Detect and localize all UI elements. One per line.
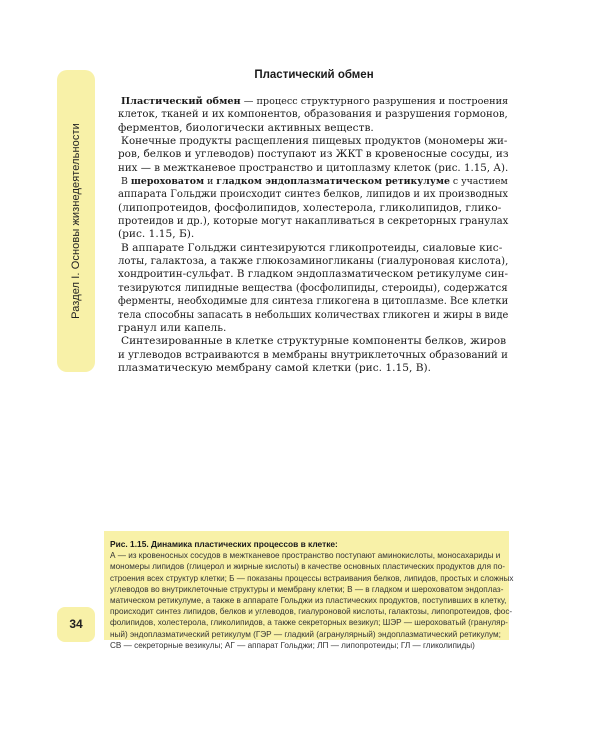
body-text bbox=[118, 95, 510, 375]
paragraph-1 bbox=[118, 95, 510, 135]
text-line: — процесс структурного разрушения и построения bbox=[240, 96, 509, 107]
text-line: Синтезированные в клетке структурные компоненты белков, жиров bbox=[121, 335, 507, 348]
section-title: Пластический обмен bbox=[254, 69, 374, 81]
caption-line: ный) эндоплазматический ретикулум (ГЭР — гладкий (агранулярный) эндоплазматический ретикулум; bbox=[110, 629, 501, 639]
paragraph-5 bbox=[118, 335, 510, 375]
text-line: (липопротеидов, фосфолипидов, холестерола, гликолипидов, глико- bbox=[118, 201, 502, 214]
term-smooth-er: гладком эндоплазматическом ретикулуме bbox=[216, 176, 450, 188]
figure-caption bbox=[104, 531, 514, 650]
caption-title: Рис. 1.15. Динамика пластических процессов в клетке: bbox=[110, 539, 338, 549]
text-line: ферменты, необходимые для синтеза гликогена в цитоплазме. Все клетки bbox=[118, 296, 509, 308]
caption-line: происходит синтез липидов, белков и углеводов, гиалуроновой кислоты, галактозы, липопротеидов, фос- bbox=[110, 607, 513, 617]
caption-line: фолипидов, холестерола, гликолипидов, а также секреторных везикул; ШЭР — шероховатый (грануляр- bbox=[110, 618, 508, 628]
text-line: тела способны запасать в небольших количествах гликоген и жиры в виде bbox=[118, 309, 509, 321]
term-plastic-metabolism: Пластический обмен bbox=[121, 96, 241, 107]
text-fragment: В bbox=[121, 176, 131, 188]
caption-line: углеводов во внутриклеточные структуры и мембрану клетки; В — в гладком и шероховатом эндоплаз- bbox=[110, 584, 504, 594]
text-line: клеток, тканей и их компонентов, образования и разрушения гормонов, bbox=[118, 109, 508, 121]
text-line: лоты, галактоза, а также глюкозаминогликаны (гиалуроновая кислота), bbox=[118, 256, 509, 268]
text-line: них — в межтканевое пространство и цитоплазму клеток (рис. 1.15, А). bbox=[118, 161, 509, 174]
text-line: В аппарате Гольджи синтезируются гликопротеиды, сиаловые кис- bbox=[121, 241, 503, 254]
text-line: тезируются липидные вещества (фосфолипиды, стероиды), содержатся bbox=[118, 282, 508, 294]
caption-line: А — из кровеносных сосудов в межтканевое пространство поступают аминокислоты, моносахариды и bbox=[110, 551, 501, 561]
text-line: ферментов, биологически активных веществ. bbox=[118, 121, 374, 134]
caption-line: строения всех структур клетки; Б — показаны процессы встраивания белков, липидов, простых и сложных bbox=[110, 573, 514, 583]
text-line: плазматическую мембрану самой клетки (рис. 1.15, В). bbox=[118, 361, 431, 374]
page-number: 34 bbox=[69, 617, 83, 631]
text-fragment: и bbox=[204, 176, 217, 188]
text-line: хондроитин-сульфат. В гладком эндоплазматическом ретикулуме син- bbox=[118, 268, 509, 281]
sidebar-section-label: Раздел I. Основы жизнедеятельности bbox=[70, 123, 82, 319]
text-line: аппарата Гольджи происходит синтез белков, липидов и их производных bbox=[118, 189, 508, 201]
paragraph-2 bbox=[118, 135, 510, 175]
paragraph-3 bbox=[118, 175, 510, 242]
text-line: гранул или капель. bbox=[118, 321, 227, 334]
text-line: ров, белков и углеводов) поступают из ЖКТ в кровеносные сосуды, из bbox=[118, 148, 509, 161]
text-line: Конечные продукты расщепления пищевых продуктов (мономеры жи- bbox=[121, 135, 508, 148]
caption-line: матическом ретикулуме, а также в аппарате Гольджи из пластических продуктов, поступивших в клетку, bbox=[110, 596, 507, 606]
paragraph-4 bbox=[118, 242, 510, 335]
text-line: (рис. 1.15, Б). bbox=[118, 228, 195, 241]
text-fragment: с участием bbox=[449, 176, 508, 188]
text-line: протеидов и др.), которые могут накапливаться в секреторных гранулах bbox=[118, 216, 509, 228]
term-rough-er: шероховатом bbox=[130, 176, 205, 188]
text-line: и углеводов встраиваются в мембраны внутриклеточных образований и bbox=[118, 349, 508, 361]
caption-line: мономеры липидов (глицерол и жирные кислоты) в качестве основных пластических продуктов для по- bbox=[110, 562, 505, 572]
caption-line: СВ — секреторные везикулы; АГ — аппарат Гольджи; ЛП — липопротеиды; ГЛ — гликолипиды) bbox=[110, 640, 475, 650]
